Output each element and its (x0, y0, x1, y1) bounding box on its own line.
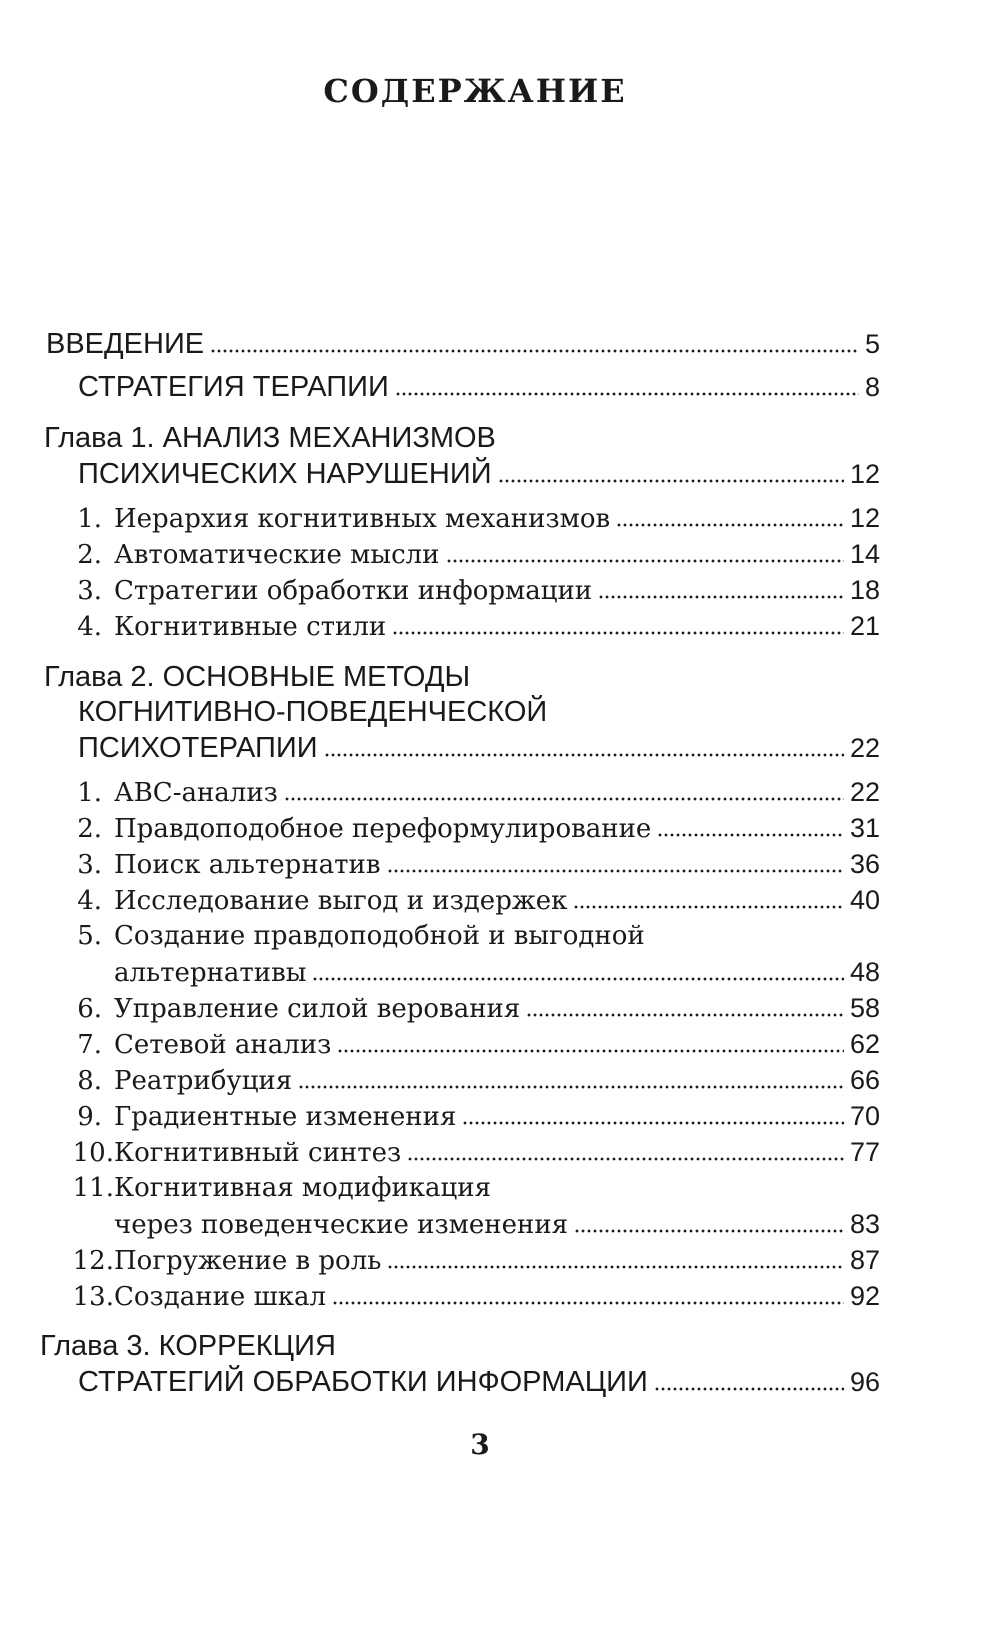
toc-entry-label: ПСИХОТЕРАПИИ (78, 732, 318, 764)
toc-entry-number: 8. (77, 1066, 102, 1096)
toc-entry-number: 3. (77, 850, 102, 880)
toc-entry-label: Сетевой анализ (114, 1030, 332, 1060)
toc-entry[interactable] (64, 1024, 880, 1064)
toc-entry-page: 87 (849, 1245, 880, 1275)
toc-entry-label: ПСИХИЧЕСКИХ НАРУШЕНИЙ (78, 458, 492, 490)
toc-entry[interactable] (64, 498, 880, 538)
chapter-2-heading (44, 657, 880, 697)
dot-leader (654, 1372, 844, 1392)
toc-entry-label: Градиентные изменения (114, 1102, 457, 1132)
dot-leader (392, 616, 844, 636)
toc-entry-label: АВС-анализ (114, 778, 278, 808)
toc-entry-page: 5 (864, 329, 880, 359)
toc-entry-number: 3. (77, 576, 102, 606)
toc-entry-label: Исследование выгод и издержек (114, 886, 568, 916)
toc-entry-page: 96 (849, 1367, 880, 1397)
dot-leader (298, 1070, 844, 1090)
chapter-heading-text: Глава 1. АНАЛИЗ МЕХАНИЗМОВ (44, 422, 496, 454)
toc-entry[interactable] (114, 1204, 880, 1244)
toc-entry-page: 14 (849, 539, 880, 569)
toc-entry-multiline-start[interactable] (64, 916, 880, 956)
dot-leader (324, 738, 844, 758)
toc-entry-page: 18 (849, 575, 880, 605)
toc-entry-number: 2. (77, 540, 102, 570)
toc-entry[interactable] (64, 1060, 880, 1100)
toc-entry-number: 5. (77, 921, 102, 951)
toc-entry[interactable] (64, 1240, 880, 1280)
toc-entry-label: Иерархия когнитивных механизмов (114, 504, 611, 534)
dot-leader (498, 464, 844, 484)
toc-entry[interactable] (64, 606, 880, 646)
toc-entry-label: Стратегии обработки информации (114, 576, 593, 606)
toc-entry-page: 92 (849, 1281, 880, 1311)
toc-entry-number: 1. (77, 778, 102, 808)
toc-entry[interactable] (64, 570, 880, 610)
chapter-3-heading (40, 1326, 880, 1366)
toc-entry-label: ВВЕДЕНИЕ (46, 328, 205, 360)
dot-leader (395, 377, 859, 397)
toc-entry-number: 7. (77, 1030, 102, 1060)
toc-entry[interactable] (64, 808, 880, 848)
toc-entry-number: 2. (77, 814, 102, 844)
chapter-heading-text: КОГНИТИВНО-ПОВЕДЕНЧЕСКОЙ (78, 696, 548, 728)
toc-entry-multiline-start[interactable] (64, 1168, 880, 1208)
toc-entry-page: 21 (849, 611, 880, 641)
dot-leader (337, 1034, 844, 1054)
toc-entry-label: Когнитивный синтез (114, 1138, 402, 1168)
toc-entry-page: 70 (849, 1101, 880, 1131)
dot-leader (657, 818, 844, 838)
toc-entry[interactable] (114, 952, 880, 992)
toc-entry-label: Автоматические мысли (114, 540, 440, 570)
toc-entry-number: 13. (72, 1282, 114, 1312)
dot-leader (387, 1250, 844, 1270)
dot-leader (210, 334, 859, 354)
toc-entry-page: 36 (849, 849, 880, 879)
dot-leader (387, 854, 844, 874)
dot-leader (332, 1286, 844, 1306)
toc-entry-number: 6. (77, 994, 102, 1024)
dot-leader (616, 508, 844, 528)
toc-entry-number: 9. (77, 1102, 102, 1132)
toc-entry-page: 66 (849, 1065, 880, 1095)
toc-entry-label: СТРАТЕГИЙ ОБРАБОТКИ ИНФОРМАЦИИ (78, 1366, 648, 1398)
toc-entry-page: 22 (849, 733, 880, 763)
dot-leader (462, 1106, 844, 1126)
toc-entry-number: 4. (77, 886, 102, 916)
toc-entry[interactable] (64, 534, 880, 574)
toc-entry-page: 12 (849, 503, 880, 533)
toc-entry-number: 4. (77, 612, 102, 642)
toc-entry-page: 58 (849, 993, 880, 1023)
toc-entry-label: Управление силой верования (114, 994, 521, 1024)
chapter-heading-text: Глава 2. ОСНОВНЫЕ МЕТОДЫ (44, 661, 471, 693)
dot-leader (598, 580, 844, 600)
toc-entry-label: Реатрибуция (114, 1066, 293, 1096)
toc-entry[interactable] (64, 1096, 880, 1136)
dot-leader (526, 998, 844, 1018)
chapter-1-heading (44, 418, 880, 458)
toc-entry-page: 22 (849, 777, 880, 807)
toc-entry[interactable] (64, 880, 880, 920)
toc-entry-label: Поиск альтернатив (114, 850, 381, 880)
toc-entry-page: 62 (849, 1029, 880, 1059)
dot-leader (312, 962, 843, 982)
dot-leader (284, 782, 844, 802)
toc-entry-page: 8 (864, 372, 880, 402)
toc-entry-number: 11. (72, 1173, 114, 1203)
dot-leader (574, 1214, 844, 1234)
dot-leader (446, 544, 844, 564)
toc-entry-chapter-2[interactable] (78, 728, 880, 768)
page-title: СОДЕРЖАНИЕ (323, 72, 627, 110)
chapter-2-heading-cont (78, 692, 880, 732)
toc-entry-chapter-1[interactable] (78, 454, 880, 494)
toc-entry-label: Погружение в роль (114, 1246, 382, 1276)
chapter-heading-text: Глава 3. КОРРЕКЦИЯ (40, 1330, 336, 1362)
toc-entry[interactable] (64, 844, 880, 884)
toc-entry-page: 12 (849, 459, 880, 489)
toc-entry-page: 48 (849, 957, 880, 987)
toc-entry-page: 77 (849, 1137, 880, 1167)
toc-entry[interactable] (64, 988, 880, 1028)
toc-entry-label: СТРАТЕГИЯ ТЕРАПИИ (78, 371, 389, 403)
toc-entry[interactable] (64, 772, 880, 812)
toc-entry-page: 40 (849, 885, 880, 915)
toc-entry[interactable] (64, 1276, 880, 1316)
toc-entry-label: Создание правдоподобной и выгодной (114, 921, 645, 951)
dot-leader (573, 890, 844, 910)
toc-entry-intro[interactable] (46, 324, 880, 364)
toc-entry-number: 12. (72, 1246, 114, 1276)
toc-entry-number: 10. (72, 1138, 114, 1168)
toc-entry-label-cont: альтернативы (114, 958, 307, 988)
toc-entry-label: Правдоподобное переформулирование (114, 814, 652, 844)
toc-entry-label: Когнитивная модификация (114, 1173, 491, 1203)
toc-entry[interactable] (64, 1132, 880, 1172)
toc-entry-label: Когнитивные стили (114, 612, 387, 642)
toc-entry-page: 83 (849, 1209, 880, 1239)
toc-entry-page: 31 (849, 813, 880, 843)
page-number: 3 (470, 1428, 490, 1461)
dot-leader (407, 1142, 844, 1162)
toc-entry-strategy[interactable] (78, 367, 880, 407)
toc-entry-label: Создание шкал (114, 1282, 326, 1312)
toc-entry-number: 1. (77, 504, 102, 534)
toc-entry-chapter-3[interactable] (78, 1362, 880, 1402)
toc-entry-label-cont: через поведенческие изменения (114, 1210, 569, 1240)
